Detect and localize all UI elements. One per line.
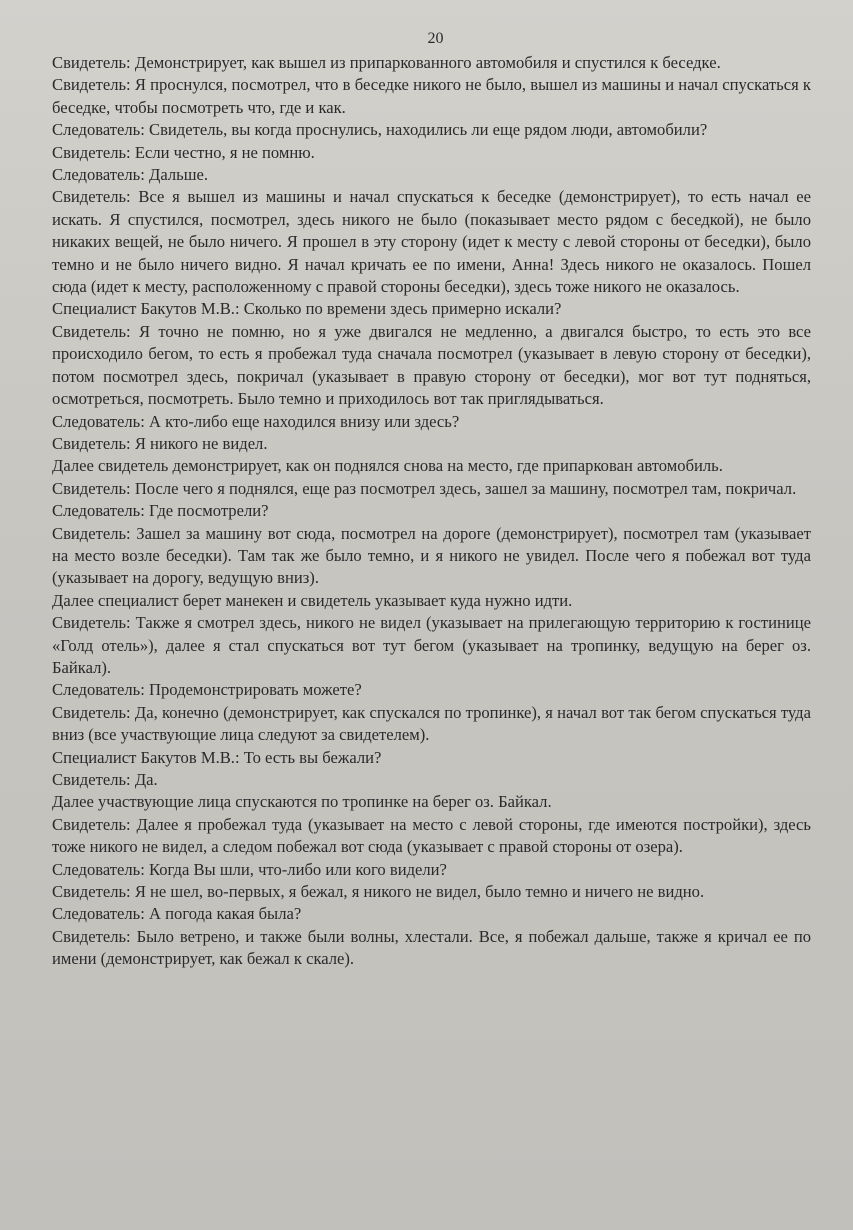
transcript-body: [52, 52, 811, 971]
transcript-paragraph: Следователь: Когда Вы шли, что-либо или кого видели?: [52, 859, 447, 879]
transcript-paragraph: Специалист Бакутов М.В.: Сколько по времени здесь примерно искали?: [52, 299, 562, 319]
transcript-paragraph: Свидетель: Да, конечно (демонстрирует, как спускался по тропинке), я начал вот так бегом спускаться туда вниз (все участвующие лица следуют за свидетелем).: [52, 702, 811, 745]
transcript-paragraph: Следователь: Свидетель, вы когда проснулись, находились ли еще рядом люди, автомобили?: [52, 120, 708, 140]
transcript-paragraph: Свидетель: Да.: [52, 770, 158, 789]
transcript-paragraph: Следователь: А погода какая была?: [52, 904, 302, 924]
transcript-paragraph: Свидетель: Было ветрено, и также были волны, хлестали. Все, я побежал дальше, также я кричал ее по имени (демонстрирует, как бежал к скале).: [52, 926, 811, 969]
transcript-paragraph: Свидетель: Далее я пробежал туда (указывает на место с левой стороны, где имеются постройки), здесь тоже никого не видел, а следом побежал вот сюда (указывает с правой стороны от озера).: [52, 814, 811, 857]
transcript-paragraph: Свидетель: Все я вышел из машины и начал спускаться к беседке (демонстрирует), то есть начал ее искать. Я спустился, посмотрел, здесь никого не было (показывает место рядом с беседкой), не было никаких вещей, не было ничего. Я прошел в эту сторону (идет к месту с левой стороны от беседки), было темно и не было ничего видно. Я начал кричать ее по имени, Анна! Здесь никого не оказалось. Пошел сюда (идет к месту, расположенному с правой стороны беседки), здесь тоже никого не оказалось.: [52, 187, 811, 297]
transcript-paragraph: Далее участвующие лица спускаются по тропинке на берег оз. Байкал.: [52, 792, 552, 812]
transcript-paragraph: Следователь: А кто-либо еще находился внизу или здесь?: [52, 411, 460, 431]
transcript-paragraph: Свидетель: После чего я поднялся, еще раз посмотрел здесь, зашел за машину, посмотрел там, покричал.: [52, 478, 797, 498]
transcript-paragraph: Далее свидетель демонстрирует, как он поднялся снова на место, где припаркован автомобиль.: [52, 456, 723, 476]
transcript-paragraph: Следователь: Где посмотрели?: [52, 501, 269, 521]
transcript-paragraph: Далее специалист берет манекен и свидетель указывает куда нужно идти.: [52, 590, 573, 610]
transcript-paragraph: Следователь: Продемонстрировать можете?: [52, 680, 362, 700]
page-number: 20: [427, 30, 444, 47]
transcript-paragraph: Свидетель: Я проснулся, посмотрел, что в беседке никого не было, вышел из машины и начал спускаться к беседке, чтобы посмотреть что, где и как.: [52, 75, 811, 117]
transcript-paragraph: Свидетель: Я никого не видел.: [52, 433, 268, 453]
transcript-paragraph: Свидетель: Если честно, я не помню.: [52, 142, 315, 162]
transcript-paragraph: Свидетель: Я точно не помню, но я уже двигался не медленно, а двигался быстро, то есть это все происходило бегом, то есть я пробежал туда сначала посмотрел (указывает в левую сторону от беседки), потом посмотрел здесь, покричал (указывает в правую сторону от беседки), мог вот тут подняться, осмотреться, посмотреть. Было темно и приходилось вот так приглядываться.: [52, 321, 811, 409]
transcript-paragraph: Свидетель: Зашел за машину вот сюда, посмотрел на дороге (демонстрирует), посмотрел там (указывает на место возле беседки). Там так же было темно, и я никого не увидел. После чего я побежал вот туда (указывает на дорогу, ведущую вниз).: [52, 523, 811, 588]
transcript-paragraph: Следователь: Дальше.: [52, 165, 208, 185]
transcript-paragraph: Свидетель: Я не шел, во-первых, я бежал, я никого не видел, было темно и ничего не видно.: [52, 882, 705, 902]
transcript-paragraph: Свидетель: Также я смотрел здесь, никого не видел (указывает на прилегающую территорию к гостинице «Голд отель»), далее я стал спускаться вот тут бегом (указывает на тропинку, ведущую на берег оз. Байкал).: [52, 613, 811, 677]
transcript-paragraph: Свидетель: Демонстрирует, как вышел из припаркованного автомобиля и спустился к беседке.: [52, 53, 721, 72]
transcript-paragraph: Специалист Бакутов М.В.: То есть вы бежали?: [52, 747, 382, 767]
